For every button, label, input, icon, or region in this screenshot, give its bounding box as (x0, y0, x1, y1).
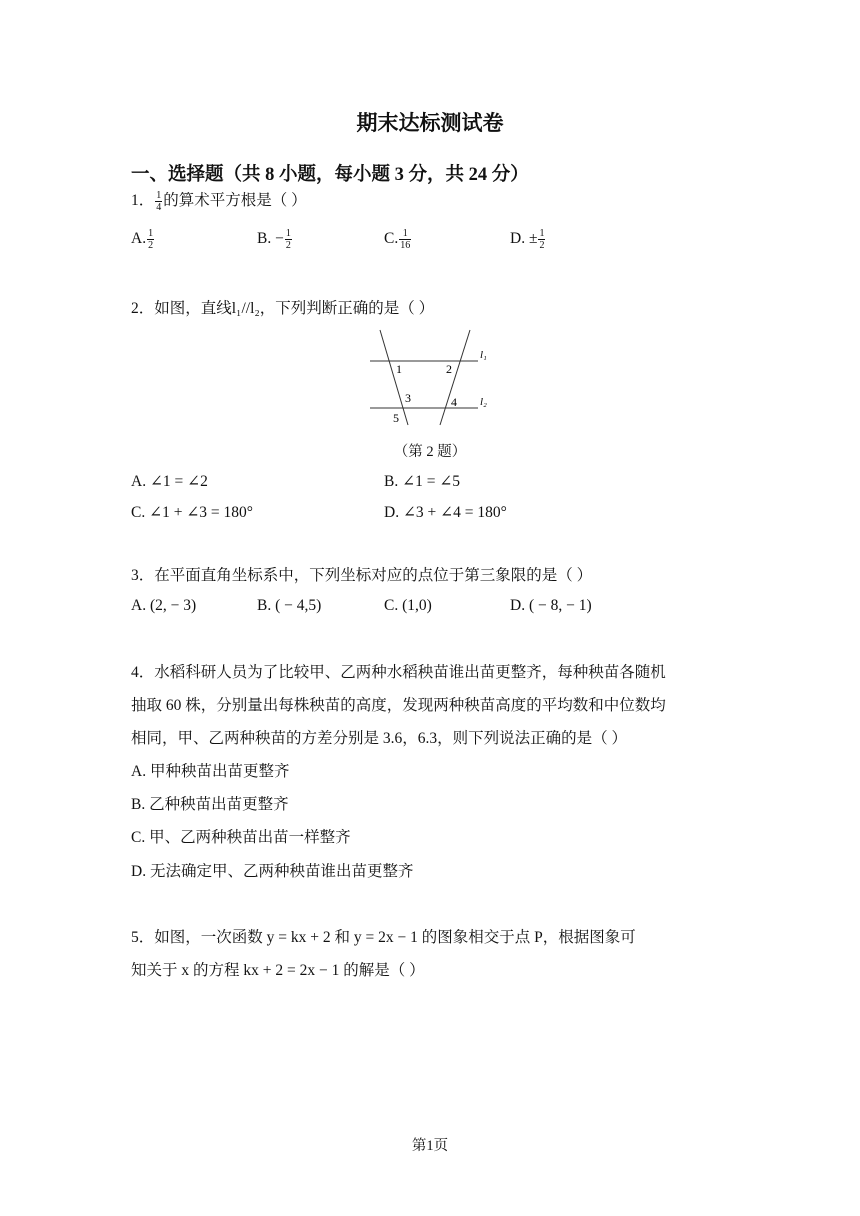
q3-option-c: C. (1,0) (384, 597, 432, 614)
page-number: 第1页 (411, 1138, 449, 1154)
angle-2-label: 2 (446, 362, 452, 376)
question-5-line-2: 知关于 x 的方程 kx + 2 = 2x − 1 的解是（ ） (131, 962, 425, 979)
page-title: 期末达标测试卷 (356, 111, 504, 135)
question-3-stem: 3．在平面直角坐标系中，下列坐标对应的点位于第三象限的是（ ） (131, 567, 593, 584)
q1-option-d: D. ± $\frac{1}{2}$ (510, 228, 545, 251)
angle-5-label: 5 (393, 411, 399, 425)
question-5-line-1: 5．如图，一次函数 y = kx + 2 和 y = 2x − 1 的图象相交于点 P，根据图象可 (131, 929, 636, 946)
q3-option-b: B. ( − 4,5) (257, 597, 322, 614)
q3-option-d: D. ( − 8, − 1) (510, 597, 592, 614)
question-2-stem: 2．如图，直线l₁//l₂，下列判断正确的是（ ） (131, 300, 435, 317)
q4-option-d: D. 无法确定甲、乙两种秧苗谁出苗更整齐 (131, 863, 414, 880)
q3-option-a: A. (2, − 3) (131, 597, 197, 614)
q2-option-a: A. ∠1 = ∠2 (131, 473, 208, 490)
q4-option-a: A. 甲种秧苗出苗更整齐 (131, 763, 290, 780)
q1-option-b: B. − $\frac{1}{2}$ (257, 228, 291, 251)
question-4-line-1: 4．水稻科研人员为了比较甲、乙两种水稻秧苗谁出苗更整齐，每种秧苗各随机 (131, 664, 666, 681)
question-4-line-3: 相同，甲、乙两种秧苗的方差分别是 3.6，6.3，则下列说法正确的是（ ） (131, 730, 628, 747)
angle-4-label: 4 (451, 395, 457, 409)
label-l2: l₂ (480, 396, 487, 408)
question-4-line-2: 抽取 60 株，分别量出每株秧苗的高度，发现两种秧苗高度的平均数和中位数均 (131, 697, 666, 714)
q2-option-b: B. ∠1 = ∠5 (384, 473, 461, 490)
fraction: $\frac{1}{4}$ (156, 189, 162, 213)
q1-option-a: A. $\frac{1}{2}$ (131, 228, 154, 251)
angle-1-label: 1 (396, 362, 402, 376)
q1-option-c: C. $\frac{1}{16}$ (384, 228, 411, 251)
question-text: 的算术平方根是（ ） (163, 192, 307, 209)
question-1-stem (131, 188, 307, 213)
q4-option-b: B. 乙种秧苗出苗更整齐 (131, 796, 289, 813)
question-number: 1． (131, 192, 155, 209)
figure-caption: （第 2 题） (393, 444, 467, 460)
q4-option-c: C. 甲、乙两种秧苗出苗一样整齐 (131, 829, 351, 846)
parallel-lines-figure (360, 325, 500, 430)
q2-option-c: C. ∠1 + ∠3 = 180° (131, 504, 253, 521)
section-heading: 一、选择题（共 8 小题，每小题 3 分，共 24 分） (131, 165, 529, 185)
label-l1: l₁ (480, 349, 487, 361)
q2-option-d: D. ∠3 + ∠4 = 180° (384, 504, 507, 521)
angle-3-label: 3 (405, 391, 411, 405)
